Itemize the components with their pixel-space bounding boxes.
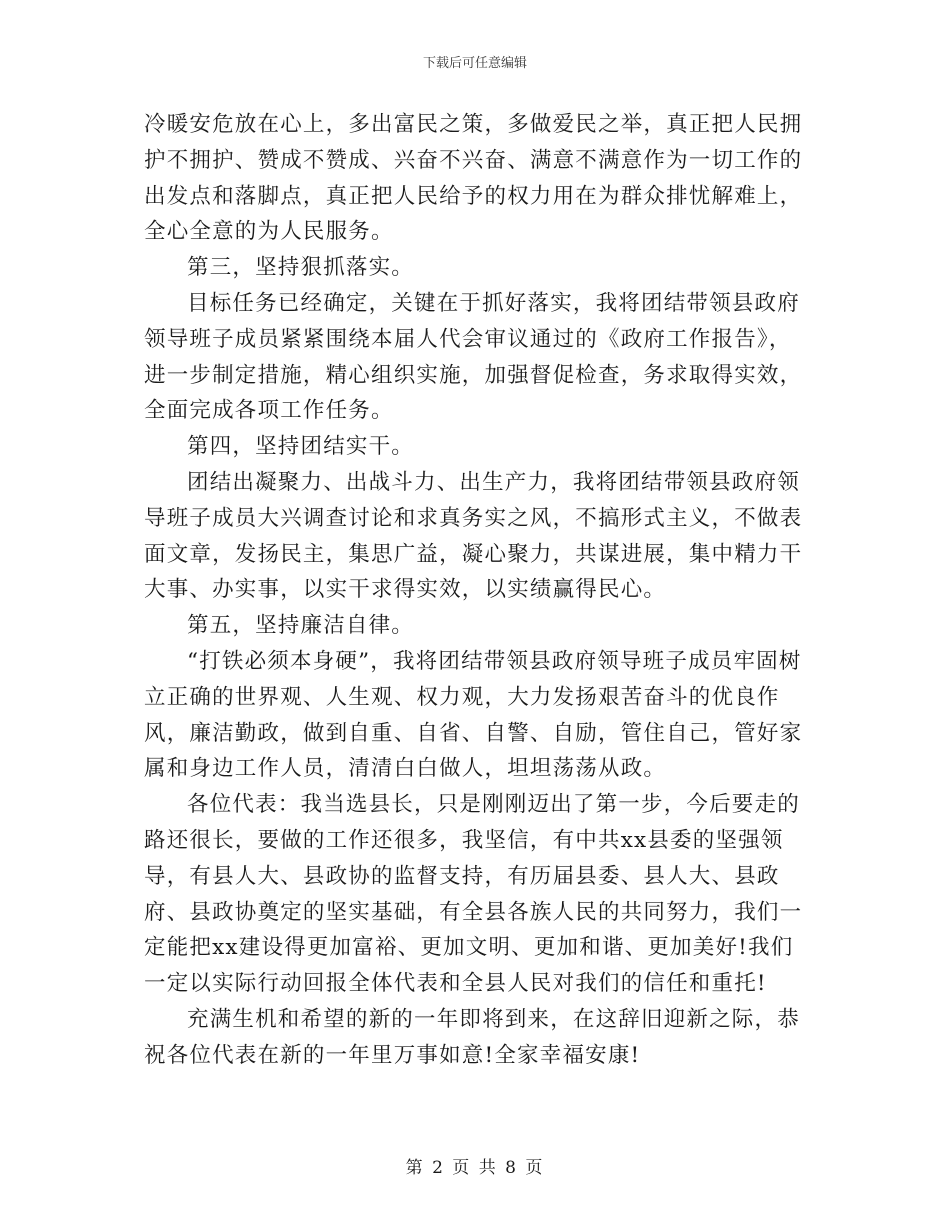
paragraph-3: 团结出凝聚力、出战斗力、出生产力，我将团结带领县政府领导班子成员大兴调查讨论和求真务实之风，不搞形式主义，不做表面文章，发扬民主，集思广益，凝心聚力，共谋进展，集中精力干大事、办实事，以实干求得实效，以实绩赢得民心。 (144, 469, 803, 603)
paragraph-4: “打铁必须本身硬”，我将团结带领县政府领导班子成员牢固树立正确的世界观、人生观、权力观，大力发扬艰苦奋斗的优良作风，廉洁勤政，做到自重、自省、自警、自励，管住自己，管好家属和身边工作人员，清清白白做人，坦坦荡荡从政。 (144, 648, 803, 782)
paragraph-5: 各位代表：我当选县长，只是刚刚迈出了第一步，今后要走的路还很长，要做的工作还很多，我坚信，有中共xx县委的坚强领导，有县人大、县政协的监督支持，有历届县委、县人大、县政府、县政协奠定的坚实基础，有全县各族人民的共同努力，我们一定能把xx建设得更加富裕、更加文明、更加和谐、更加美好!我们一定以实际行动回报全体代表和全县人民对我们的信任和重托! (144, 792, 803, 997)
section-heading-5: 第五，坚持廉洁自律。 (187, 613, 415, 639)
document-body (144, 107, 804, 1074)
paragraph-1: 冷暖安危放在心上，多出富民之策，多做爱民之举，真正把人民拥护不拥护、赞成不赞成、兴奋不兴奋、满意不满意作为一切工作的出发点和落脚点，真正把人民给予的权力用在为群众排忧解难上，全心全意的为人民服务。 (144, 112, 803, 245)
paragraph-2: 目标任务已经确定，关键在于抓好落实，我将团结带领县政府领导班子成员紧紧围绕本届人代会审议通过的《政府工作报告》，进一步制定措施，精心组织实施，加强督促检查，务求取得实效，全面完成各项工作任务。 (144, 290, 803, 424)
page-header: 下载后可任意编辑 (422, 56, 527, 71)
paragraph-6: 充满生机和希望的新的一年即将到来，在这辞旧迎新之际，恭祝各位代表在新的一年里万事如意!全家幸福安康! (144, 1006, 800, 1068)
section-heading-4: 第四，坚持团结实干。 (187, 434, 415, 460)
section-heading-3: 第三，坚持狠抓落实。 (187, 255, 415, 281)
page-footer: 第 2 页 共 8 页 (405, 1158, 545, 1178)
